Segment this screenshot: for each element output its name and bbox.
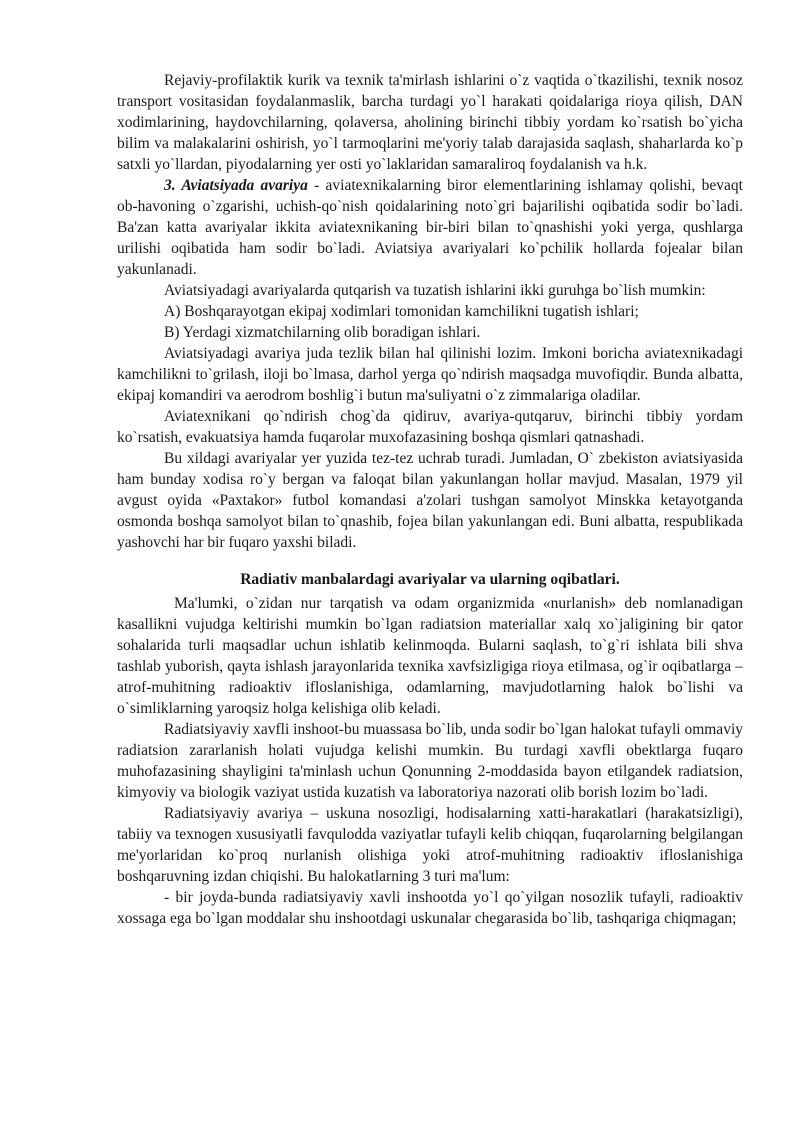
aviation-lead: 3. Aviatsiyada avariya xyxy=(164,177,308,194)
section-heading-radiation: Radiativ manbalardagi avariyalar va ularning oqibatlari. xyxy=(240,571,620,588)
paragraph-aviation-groups: Aviatsiyadagi avariyalarda qutqarish va tuzatish ishlarini ikki guruhga bo`lish mumkin: xyxy=(164,282,706,299)
list-item-a: A) Boshqarayotgan ekipaj xodimlari tomonidan kamchilikni tugatish ishlari; xyxy=(164,303,639,320)
paragraph-aviation-resolution: Aviatsiyadagi avariya juda tezlik bilan hal qilinishi lozim. Imkoni boricha aviatexnikadagi kamchilikni to`grilash, iloji bo`lmasa, darhol yerga qo`ndirish maqsadga muvofiqdir. Bunda albatta, ekipaj komandiri va aerodrom boshlig`i butun ma'suliyatni o`z zimmalariga oladilar. xyxy=(117,345,743,404)
paragraph-aviation-landing: Aviatexnikani qo`ndirish chog`da qidiruv, avariya-qutqaruv, birinchi tibbiy yordam ko`rsatish, evakuatsiya hamda fuqarolar muxofazasining boshqa qismlari qatnashadi. xyxy=(117,408,743,446)
paragraph-radiation-intro: Ma'lumki, o`zidan nur tarqatish va odam organizmida «nurlanish» deb nomlanadigan kasallikni vujudga keltirishi mumkin bo`lgan radiatsion materiallar xalq xo`jaligining bir qator sohalarida turli maqsadlar uchun ishlatib kelinmoqda. Bularni saqlash, to`g`ri ishlata bili shva tashlab yuborish, qayta ishlash jarayonlarida texnika xavfsizligiga rioya etilmasa, og`ir oqibatlarga – atrof-muhitning radioaktiv ifloslanishiga, odamlarning, mavjudotlarning halok bo`lishi va o`simliklarning yaroqsiz holga kelishiga olib keladi. xyxy=(117,595,743,717)
paragraph-aviation-example: Bu xildagi avariyalar yer yuzida tez-tez uchrab turadi. Jumladan, O` zbekiston aviatsiyasida ham bunday xodisa ro`y bergan va faloqat bilan yakunlangan hollar mavjud. Masalan, 1979 yil avgust oyida «Paxtakor» futbol komandasi a'zolari tushgan samolyot Minskka ketayotganda osmonda boshqa samolyot bilan to`qnashib, fojea bilan yakunlangan edi. Buni albatta, respublikada yashovchi har bir fuqaro yaxshi biladi. xyxy=(117,450,743,551)
paragraph-radiation-facility: Radiatsiyaviy xavfli inshoot-bu muassasa bo`lib, unda sodir bo`lgan halokat tufayli ommaviy radiatsion zararlanish holati vujudga kelishi mumkin. Bu turdagi xavfli obektlarga fuqaro muhofazasining shayligini ta'minlash uchun Qonunning 2-moddasida bayon etilgandek radiatsion, kimyoviy va biologik vaziyat ustida kuzatish va laboratoriya nazorati olib borish lozim bo`ladi. xyxy=(117,721,743,801)
paragraph-prevention: Rejaviy-profilaktik kurik va texnik ta'mirlash ishlarini o`z vaqtida o`tkazilishi, texnik nosoz transport vositasidan foydalanmaslik, barcha turdagi yo`l harakati qoidalariga rioya qilish, DAN xodimlarining, haydovchilarning, qolaversa, aholining birinchi tibbiy yordam ko`rsatish bo`yicha bilim va malakalarini oshirish, yo`l tarmoqlarini me'yoriy talab darajasida saqlash, shaharlarda ko`p satxli yo`llardan, piyodalarning yer osti yo`laklaridan samaraliroq foydalanish va h.k. xyxy=(117,72,743,173)
list-item-b: B) Yerdagi xizmatchilarning olib boradigan ishlari. xyxy=(164,324,481,341)
document-page xyxy=(117,70,743,929)
paragraph-radiation-accident: Radiatsiyaviy avariya – uskuna nosozligi, hodisalarning xatti-harakatlari (harakatsizligi), tabiiy va texnogen xususiyatli favqulodda vaziyatlar tufayli kelib chiqqan, fuqarolarning belgilangan me'yorlaridan ko`proq nurlanish olishiga yoki atrof-muhitning radioaktiv ifloslanishiga boshqaruvning izdan chiqishi. Bu halokatlarning 3 turi ma'lum: xyxy=(117,805,743,885)
aviation-intro-text: - aviatexnikalarning biror elementlarining ishlamay qolishi, bevaqt ob-havoning o`zgarishi, uchish-qo`nish qoidalarining noto`gri bajarilishi oqibatida sodir bo`ladi. Ba'zan katta avariyalar ikkita aviatexnikaning bir-biri bilan to`qnashishi yoki yerga, qushlarga urilishi oqibatida ham sodir bo`ladi. Aviatsiya avariyalari ko`pchilik hollarda fojealar bilan yakunlanadi. xyxy=(117,177,743,278)
paragraph-aviation-intro xyxy=(117,175,743,280)
paragraph-radiation-type-one: - bir joyda-bunda radiatsiyaviy xavli inshootda yo`l qo`yilgan nosozlik tufayli, radioaktiv xossaga ega bo`lgan moddalar shu inshootdagi uskunalar chegarasida bo`lib, tashqariga chiqmagan; xyxy=(117,889,743,927)
